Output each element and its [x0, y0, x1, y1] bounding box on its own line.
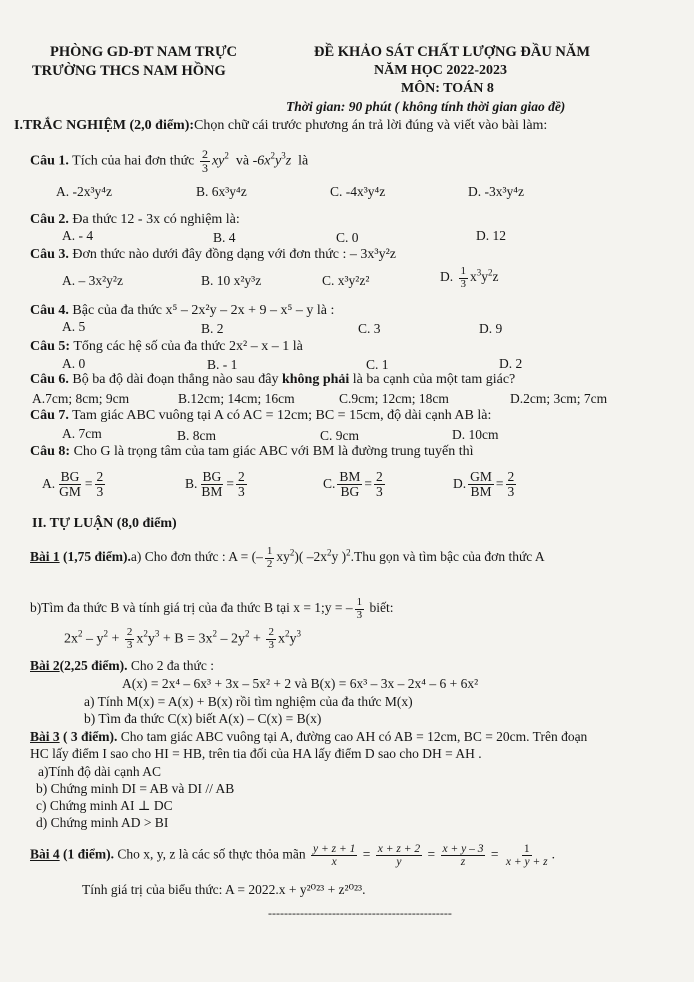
b2-label: Bài 2	[30, 658, 60, 673]
b2-polynomials: A(x) = 2x⁴ – 6x³ + 3x – 5x² + 2 và B(x) = 6x³ – 3x – 2x⁴ – 6 + 6x²	[122, 676, 479, 691]
b4-points: (1 điểm).	[63, 846, 115, 862]
b1-equation: $2x^2 - y^2$ + $\frac{2}{3}$ $x^2y^3 + B = 3x^2 - 2y^2$ + $\frac{2}{3}$ $x^2y^3$	[64, 626, 301, 651]
q1-text: Tích của hai đơn thức	[72, 153, 195, 169]
q2-option-c: C. 0	[336, 230, 359, 245]
b4-value: Tính giá trị của biểu thức: A = 2022.x + y²⁰²³ + z²⁰²³.	[82, 882, 366, 897]
q8-option-b-label: B.	[185, 475, 198, 491]
q4-text: Bậc của đa thức x⁵ – 2x²y – 2x + 9 – x⁵ – y là :	[72, 303, 335, 318]
part2-title: II. TỰ LUẬN (8,0 điểm)	[32, 516, 177, 531]
question-3	[30, 247, 396, 263]
q6-emphasis: không phải	[281, 372, 350, 387]
org-line-2: TRƯỜNG THCS NAM HỒNG	[32, 63, 226, 79]
q6-option-c: C.9cm; 12cm; 18cm	[339, 391, 449, 406]
q7-label: Câu 7.	[30, 408, 69, 423]
b3-label: Bài 3	[30, 729, 60, 744]
q1-option-d: D. -3x³y⁴z	[468, 184, 524, 199]
q7-option-b: B. 8cm	[177, 428, 216, 443]
b1-points: (1,75 điểm).	[63, 549, 131, 565]
end-divider: ----------------------------------------------	[268, 906, 452, 920]
q3-option-a: A. – 3x²y²z	[62, 273, 123, 288]
q3-label: Câu 3.	[30, 247, 69, 262]
q8-option-b: B. $\frac{BG}{BM}$ = $\frac{2}{3}$	[185, 469, 245, 500]
q1-option-c: C. -4x³y⁴z	[330, 184, 386, 199]
q1-and: và	[235, 153, 250, 169]
b2-part-b: b) Tìm đa thức C(x) biết A(x) – C(x) = B(x)	[84, 711, 322, 726]
q3-option-d: D. $\frac{1}{3}$ $x^3y^2z$	[440, 265, 499, 290]
q8-label: Câu 8:	[30, 444, 71, 459]
q6-label: Câu 6.	[30, 372, 69, 387]
q1-tail: là	[298, 153, 309, 169]
b3-part-c: c) Chứng minh AI ⊥ DC	[36, 798, 173, 813]
exam-title: ĐỀ KHẢO SÁT CHẤT LƯỢNG ĐẦU NĂM	[314, 44, 591, 60]
q5-option-c: C. 1	[366, 357, 389, 372]
q5-text: Tổng các hệ số của đa thức 2x² – x – 1 là	[73, 339, 303, 354]
q5-option-d: D. 2	[499, 356, 523, 371]
b3-points: ( 3 điểm).	[63, 729, 118, 744]
problem-4: Bài 4 (1 điểm). Cho x, y, z là các số thực thỏa mãn $\frac{y + z + 1}{x}$ = $\frac{x + z + 2}{y}$ = $\frac{x + y - 3}{z}$ = $\frac{1}{x + y + z}$ .	[30, 843, 555, 869]
q1-option-a: A. -2x³y⁴z	[56, 184, 112, 199]
q7-option-d: D. 10cm	[452, 427, 499, 442]
b1-label: Bài 1	[30, 549, 60, 565]
question-2	[30, 212, 240, 228]
subject: MÔN: TOÁN 8	[401, 81, 494, 96]
q8-option-a: A. $\frac{BG}{GM}$ = $\frac{2}{3}$	[42, 469, 104, 500]
q6-option-b: B.12cm; 14cm; 16cm	[178, 391, 295, 406]
q5-label: Câu 5:	[30, 339, 71, 354]
q7-option-c: C. 9cm	[320, 428, 359, 443]
q8-text: Cho G là trọng tâm của tam giác ABC với BM là đường trung tuyến thì	[73, 444, 474, 459]
q6-text-post: là ba cạnh của một tam giác?	[352, 372, 516, 387]
org-line-1: PHÒNG GD-ĐT NAM TRỰC	[50, 44, 238, 60]
b1-b-tail: biết:	[369, 600, 394, 616]
b1-b-text: b)Tìm đa thức B và tính giá trị của đa thức B tại x = 1;y = –	[30, 600, 353, 616]
b1-a-text: a) Cho đơn thức : A =	[130, 549, 252, 565]
q4-option-c: C. 3	[358, 321, 381, 336]
q1-fraction: $\frac{2}{3}$	[201, 147, 208, 175]
q5-option-a: A. 0	[62, 356, 86, 371]
q8-option-c: C. $\frac{BM}{BG}$ = $\frac{2}{3}$	[323, 469, 383, 500]
q6-option-a: A.7cm; 8cm; 9cm	[32, 391, 130, 406]
q4-option-a: A. 5	[62, 319, 86, 334]
q6-option-d: D.2cm; 3cm; 7cm	[510, 391, 608, 406]
b4-text: Cho x, y, z là các số thực thỏa mãn	[117, 846, 306, 862]
question-5	[30, 339, 303, 355]
q8-option-d-label: D.	[453, 475, 467, 491]
q7-text: Tam giác ABC vuông tại A có AC = 12cm; BC = 15cm, độ dài cạnh AB là:	[72, 408, 492, 423]
q2-text: Đa thức 12 - 3x có nghiệm là:	[72, 212, 240, 227]
q8-option-d: D. $\frac{GM}{BM}$ = $\frac{2}{3}$	[453, 469, 515, 500]
part1-heading	[14, 118, 547, 134]
q4-option-d: D. 9	[479, 321, 503, 336]
problem-3-line-1	[30, 729, 587, 745]
q1-label: Câu 1.	[30, 153, 69, 169]
q2-option-b: B. 4	[213, 230, 236, 245]
part1-instruction: Chọn chữ cái trước phương án trả lời đúng và viết vào bài làm:	[194, 118, 548, 133]
q3-option-c: C. x³y²z²	[322, 273, 370, 288]
q2-option-a: A. - 4	[62, 228, 94, 243]
problem-1a: Bài 1 (1,75 điểm).a) Cho đơn thức : A = (– $\frac{1}{2}$ $xy^2$)( $-2x^2y$ )$^2$.Thu gọn và tìm bậc của đơn thức A	[30, 545, 545, 570]
q3-option-d-label: D.	[440, 269, 454, 285]
b2-points: (2,25 điểm).	[59, 658, 128, 673]
q6-text-pre: Bộ ba độ dài đoạn thẳng nào sau đây	[72, 372, 279, 387]
q7-option-a: A. 7cm	[62, 426, 102, 441]
q3-text: Đơn thức nào dưới đây đồng dạng với đơn thức : – 3x³y²z	[72, 247, 397, 262]
question-4	[30, 303, 334, 319]
b3-part-d: d) Chứng minh AD > BI	[36, 815, 169, 830]
question-7	[30, 408, 491, 424]
q4-option-b: B. 2	[201, 321, 224, 336]
school-year: NĂM HỌC 2022-2023	[374, 63, 507, 78]
b2-part-a: a) Tính M(x) = A(x) + B(x) rồi tìm nghiệm của đa thức M(x)	[84, 694, 413, 709]
b2-intro: Cho 2 đa thức :	[130, 658, 214, 673]
q1-option-b: B. 6x³y⁴z	[196, 184, 247, 199]
b3-line1: Cho tam giác ABC vuông tại A, đường cao AH có AB = 12cm, BC = 20cm. Trên đoạn	[120, 729, 588, 744]
q4-label: Câu 4.	[30, 303, 69, 318]
question-6	[30, 372, 515, 388]
b3-part-a: a)Tính độ dài cạnh AC	[38, 764, 161, 779]
q5-option-b: B. - 1	[207, 357, 238, 372]
b4-label: Bài 4	[30, 846, 60, 862]
part1-title: I.TRẮC NGHIỆM (2,0 điểm):	[14, 118, 195, 133]
q2-label: Câu 2.	[30, 212, 69, 227]
exam-time: Thời gian: 90 phút ( không tính thời gian giao đề)	[286, 99, 566, 114]
question-1: Câu 1. Tích của hai đơn thức $\frac{2}{3}$ $xy^2$ và $-6x^2y^3z$ là	[30, 147, 309, 175]
b3-part-b: b) Chứng minh DI = AB và DI // AB	[36, 781, 235, 796]
q8-option-a-label: A.	[42, 475, 56, 491]
problem-3-line-2: HC lấy điểm I sao cho HI = HB, trên tia đối của HA lấy điểm D sao cho DH = AH .	[30, 746, 482, 761]
problem-1b: b)Tìm đa thức B và tính giá trị của đa thức B tại x = 1;y = – $\frac{1}{3}$ biết:	[30, 596, 394, 621]
question-8	[30, 444, 474, 460]
q3-option-b: B. 10 x²y³z	[201, 273, 262, 288]
problem-2	[30, 658, 214, 674]
q2-option-d: D. 12	[476, 228, 506, 243]
b1-a-tail: .Thu gọn và tìm bậc của đơn thức A	[350, 549, 545, 565]
q8-option-c-label: C.	[323, 475, 336, 491]
